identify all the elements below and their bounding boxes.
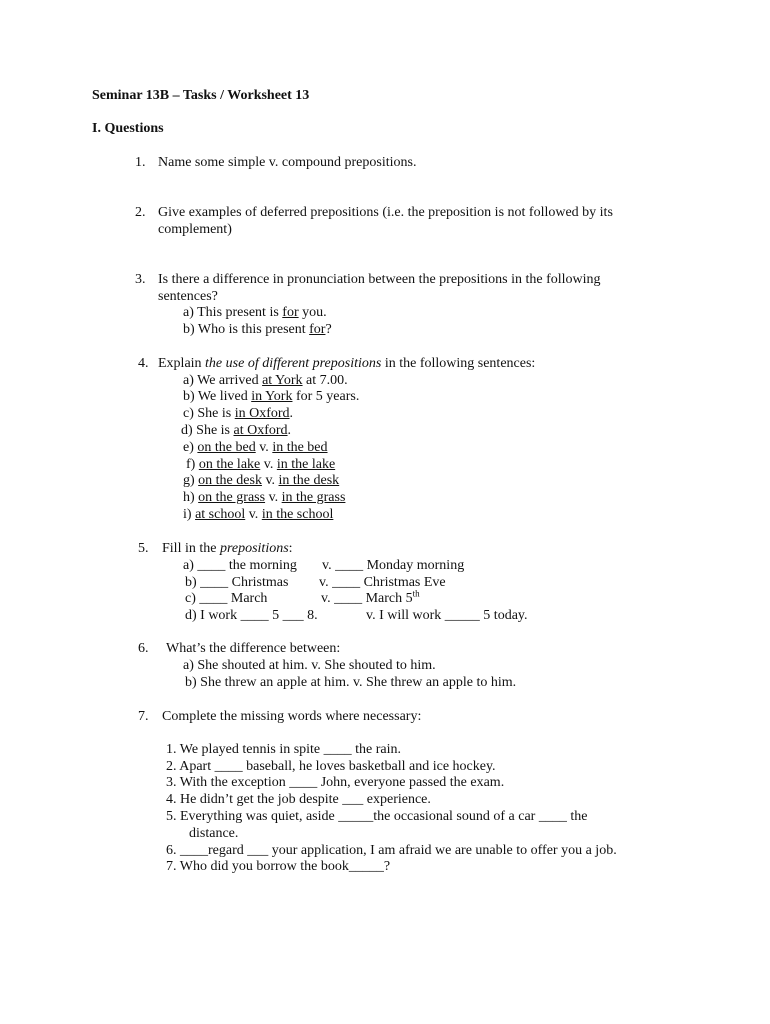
- question-7-number: 7.: [138, 709, 149, 724]
- question-3-sentence-a: a) This present is for you.: [183, 305, 327, 320]
- question-5-b-right: v. ____ Christmas Eve: [319, 575, 446, 590]
- question-2-number: 2.: [135, 205, 146, 220]
- question-4-number: 4.: [138, 356, 149, 371]
- question-6-sentence-a: a) She shouted at him. v. She shouted to him.: [183, 658, 436, 673]
- exercise-item-4: 4. He didn’t get the job despite ___ experience.: [166, 792, 431, 807]
- question-5-d-right: v. I will work _____ 5 today.: [366, 608, 528, 623]
- question-3-line-1: Is there a difference in pronunciation between the prepositions in the following: [158, 272, 601, 287]
- question-6-text: What’s the difference between:: [166, 641, 341, 656]
- exercise-item-6: 6. ____regard ___ your application, I am afraid we are unable to offer you a job.: [166, 843, 617, 858]
- question-4-sentence-c: c) She is in Oxford.: [183, 406, 294, 421]
- question-5-a-left: a) ____ the morning: [183, 558, 297, 573]
- exercise-item-5-continued: distance.: [189, 826, 239, 841]
- question-5-text: Fill in the prepositions:: [162, 541, 293, 556]
- exercise-item-3: 3. With the exception ____ John, everyone passed the exam.: [166, 775, 505, 790]
- question-2-line-1: Give examples of deferred prepositions (i.e. the preposition is not followed by its: [158, 205, 613, 220]
- question-3-sentence-b: b) Who is this present for?: [183, 322, 332, 337]
- exercise-item-5: 5. Everything was quiet, aside _____the occasional sound of a car ____ the: [166, 809, 588, 824]
- question-5-c-right: v. ____ March 5th: [321, 588, 420, 606]
- question-4-text: Explain the use of different prepositions in the following sentences:: [158, 356, 536, 371]
- question-5-c-left: c) ____ March: [185, 591, 268, 606]
- question-5-a-right: v. ____ Monday morning: [322, 558, 465, 573]
- question-1-text: Name some simple v. compound prepositions.: [158, 155, 417, 170]
- exercise-item-2: 2. Apart ____ baseball, he loves basketball and ice hockey.: [166, 759, 496, 774]
- question-6-sentence-b: b) She threw an apple at him. v. She threw an apple to him.: [185, 675, 517, 690]
- question-4-sentence-d: d) She is at Oxford.: [181, 423, 292, 438]
- question-4-pair-f: f) on the lake v. in the lake: [186, 457, 336, 472]
- question-4-pair-i: i) at school v. in the school: [183, 507, 334, 522]
- question-1-number: 1.: [135, 155, 146, 170]
- question-3-line-2: sentences?: [158, 289, 218, 304]
- exercise-item-1: 1. We played tennis in spite ____ the rain.: [166, 742, 402, 757]
- question-4-sentence-a: a) We arrived at York at 7.00.: [183, 373, 348, 388]
- question-4-pair-g: g) on the desk v. in the desk: [183, 473, 340, 488]
- question-5-b-left: b) ____ Christmas: [185, 575, 289, 590]
- section-heading: I. Questions: [92, 121, 164, 136]
- question-5-d-left: d) I work ____ 5 ___ 8.: [185, 608, 318, 623]
- question-6-number: 6.: [138, 641, 149, 656]
- question-4-pair-h: h) on the grass v. in the grass: [183, 490, 346, 505]
- question-2-line-2: complement): [158, 222, 232, 237]
- question-5-number: 5.: [138, 541, 149, 556]
- question-3-number: 3.: [135, 272, 146, 287]
- question-4-sentence-b: b) We lived in York for 5 years.: [183, 389, 360, 404]
- exercise-item-7: 7. Who did you borrow the book_____?: [166, 859, 391, 874]
- worksheet-title: Seminar 13B – Tasks / Worksheet 13: [92, 88, 310, 103]
- question-4-pair-e: e) on the bed v. in the bed: [183, 440, 328, 455]
- question-7-text: Complete the missing words where necessary:: [162, 709, 422, 724]
